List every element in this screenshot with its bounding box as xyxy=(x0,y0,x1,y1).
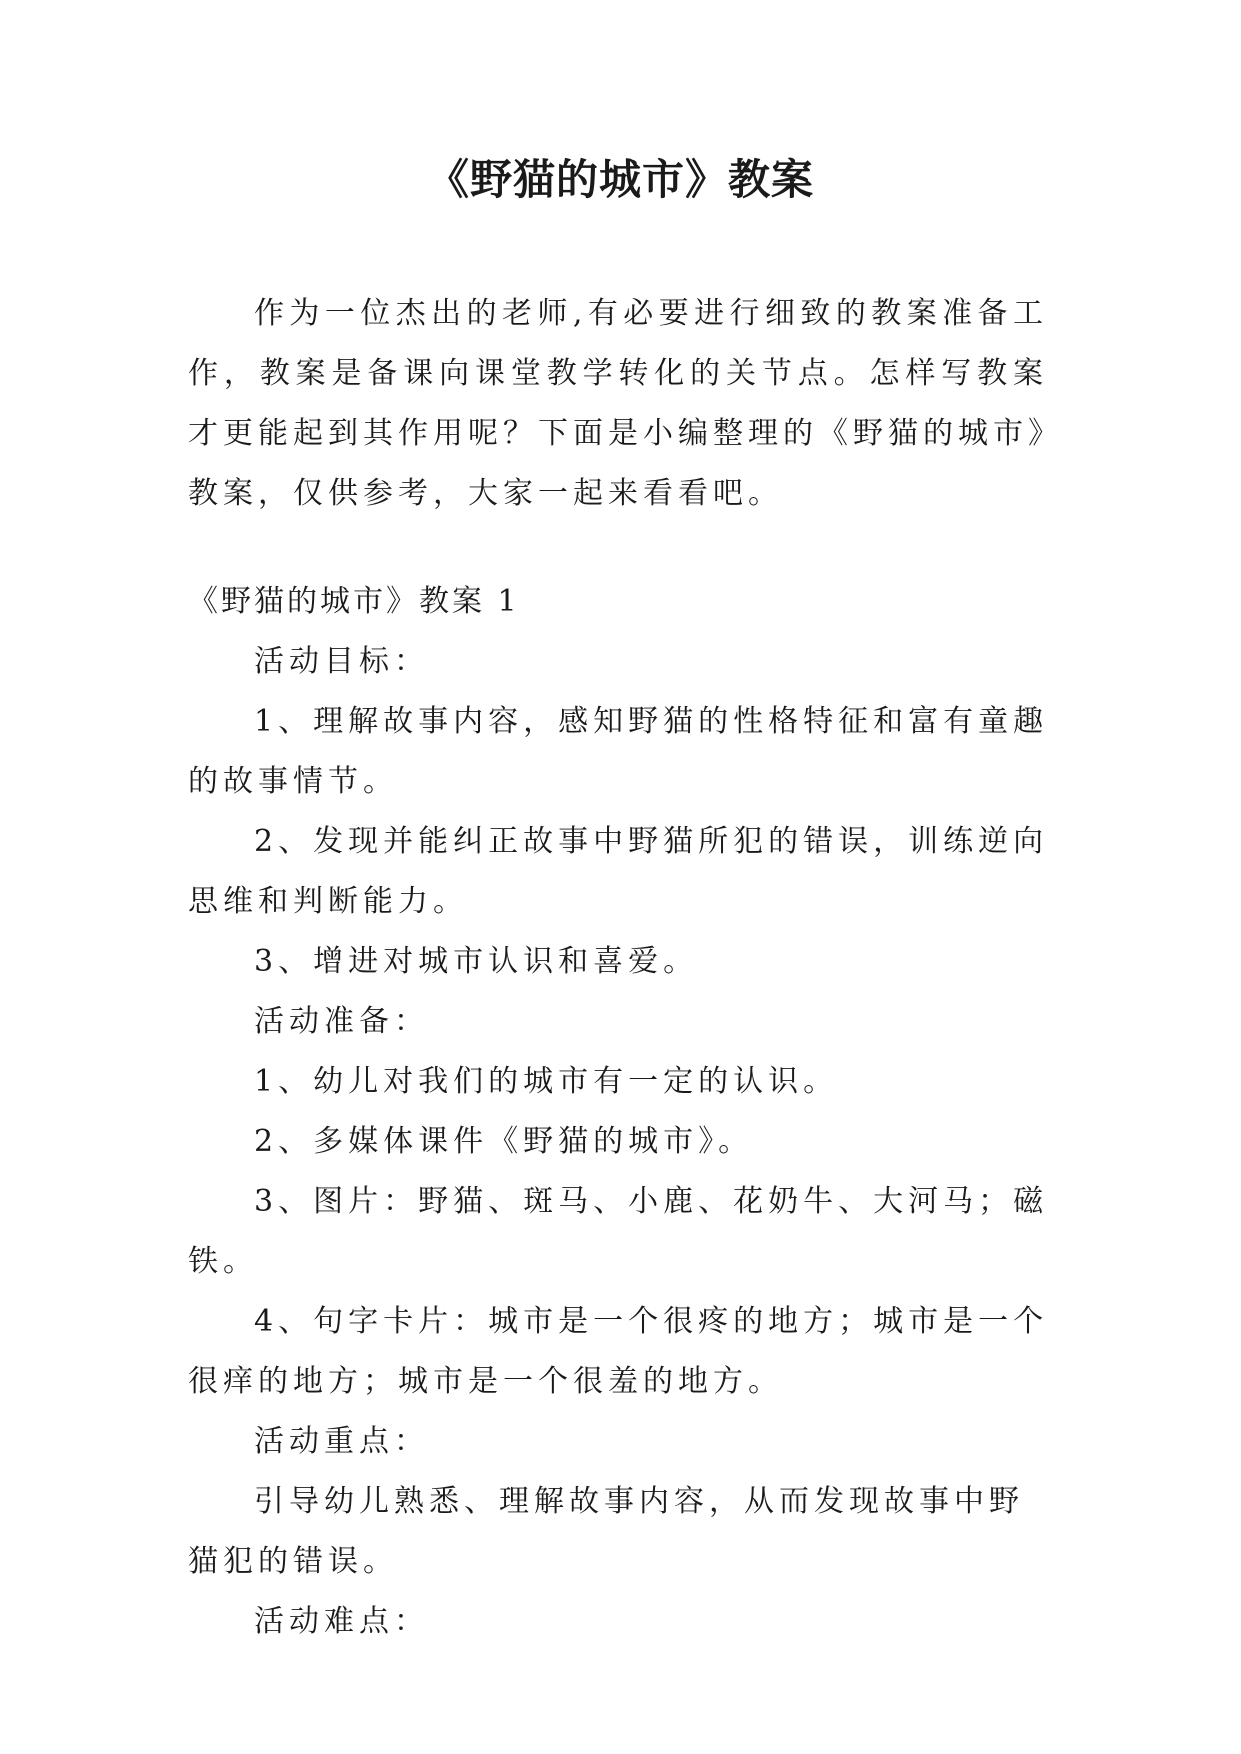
heading-activity-difficulty: 活动难点： xyxy=(254,1604,429,1639)
prep-item-2: 2、多媒体课件《野猫的城市》。 xyxy=(254,1124,754,1159)
intro-paragraph: 作为一位杰出的老师,有必要进行细致的教案准备工作，教案是备课向课堂教学转化的关节点。怎样写教案才更能起到其作用呢？下面是小编整理的《野猫的城市》教案，仅供参考，大家一起来看看吧。 xyxy=(188,296,1048,511)
prep-item-3: 3、图片：野猫、斑马、小鹿、花奶牛、大河马；磁铁。 xyxy=(188,1184,1049,1279)
focus-text: 引导幼儿熟悉、理解故事内容，从而发现故事中野猫犯的错误。 xyxy=(188,1484,1024,1579)
document-title: 《野猫的城市》教案 xyxy=(426,155,814,204)
heading-activity-goals: 活动目标： xyxy=(254,644,429,679)
section-content xyxy=(188,632,1058,1652)
goal-item-2: 2、发现并能纠正故事中野猫所犯的错误，训练逆向思维和判断能力。 xyxy=(188,824,1049,919)
prep-item-4: 4、句字卡片：城市是一个很疼的地方；城市是一个很痒的地方；城市是一个很羞的地方。 xyxy=(188,1304,1049,1399)
heading-activity-focus: 活动重点： xyxy=(254,1424,429,1459)
section-heading: 《野猫的城市》教案 1 xyxy=(188,584,520,619)
goal-item-3: 3、增进对城市认识和喜爱。 xyxy=(254,944,699,979)
goal-item-1: 1、理解故事内容，感知野猫的性格特征和富有童趣的故事情节。 xyxy=(188,704,1049,799)
prep-item-1: 1、幼儿对我们的城市有一定的认识。 xyxy=(254,1064,839,1099)
heading-activity-preparation: 活动准备： xyxy=(254,1004,429,1039)
